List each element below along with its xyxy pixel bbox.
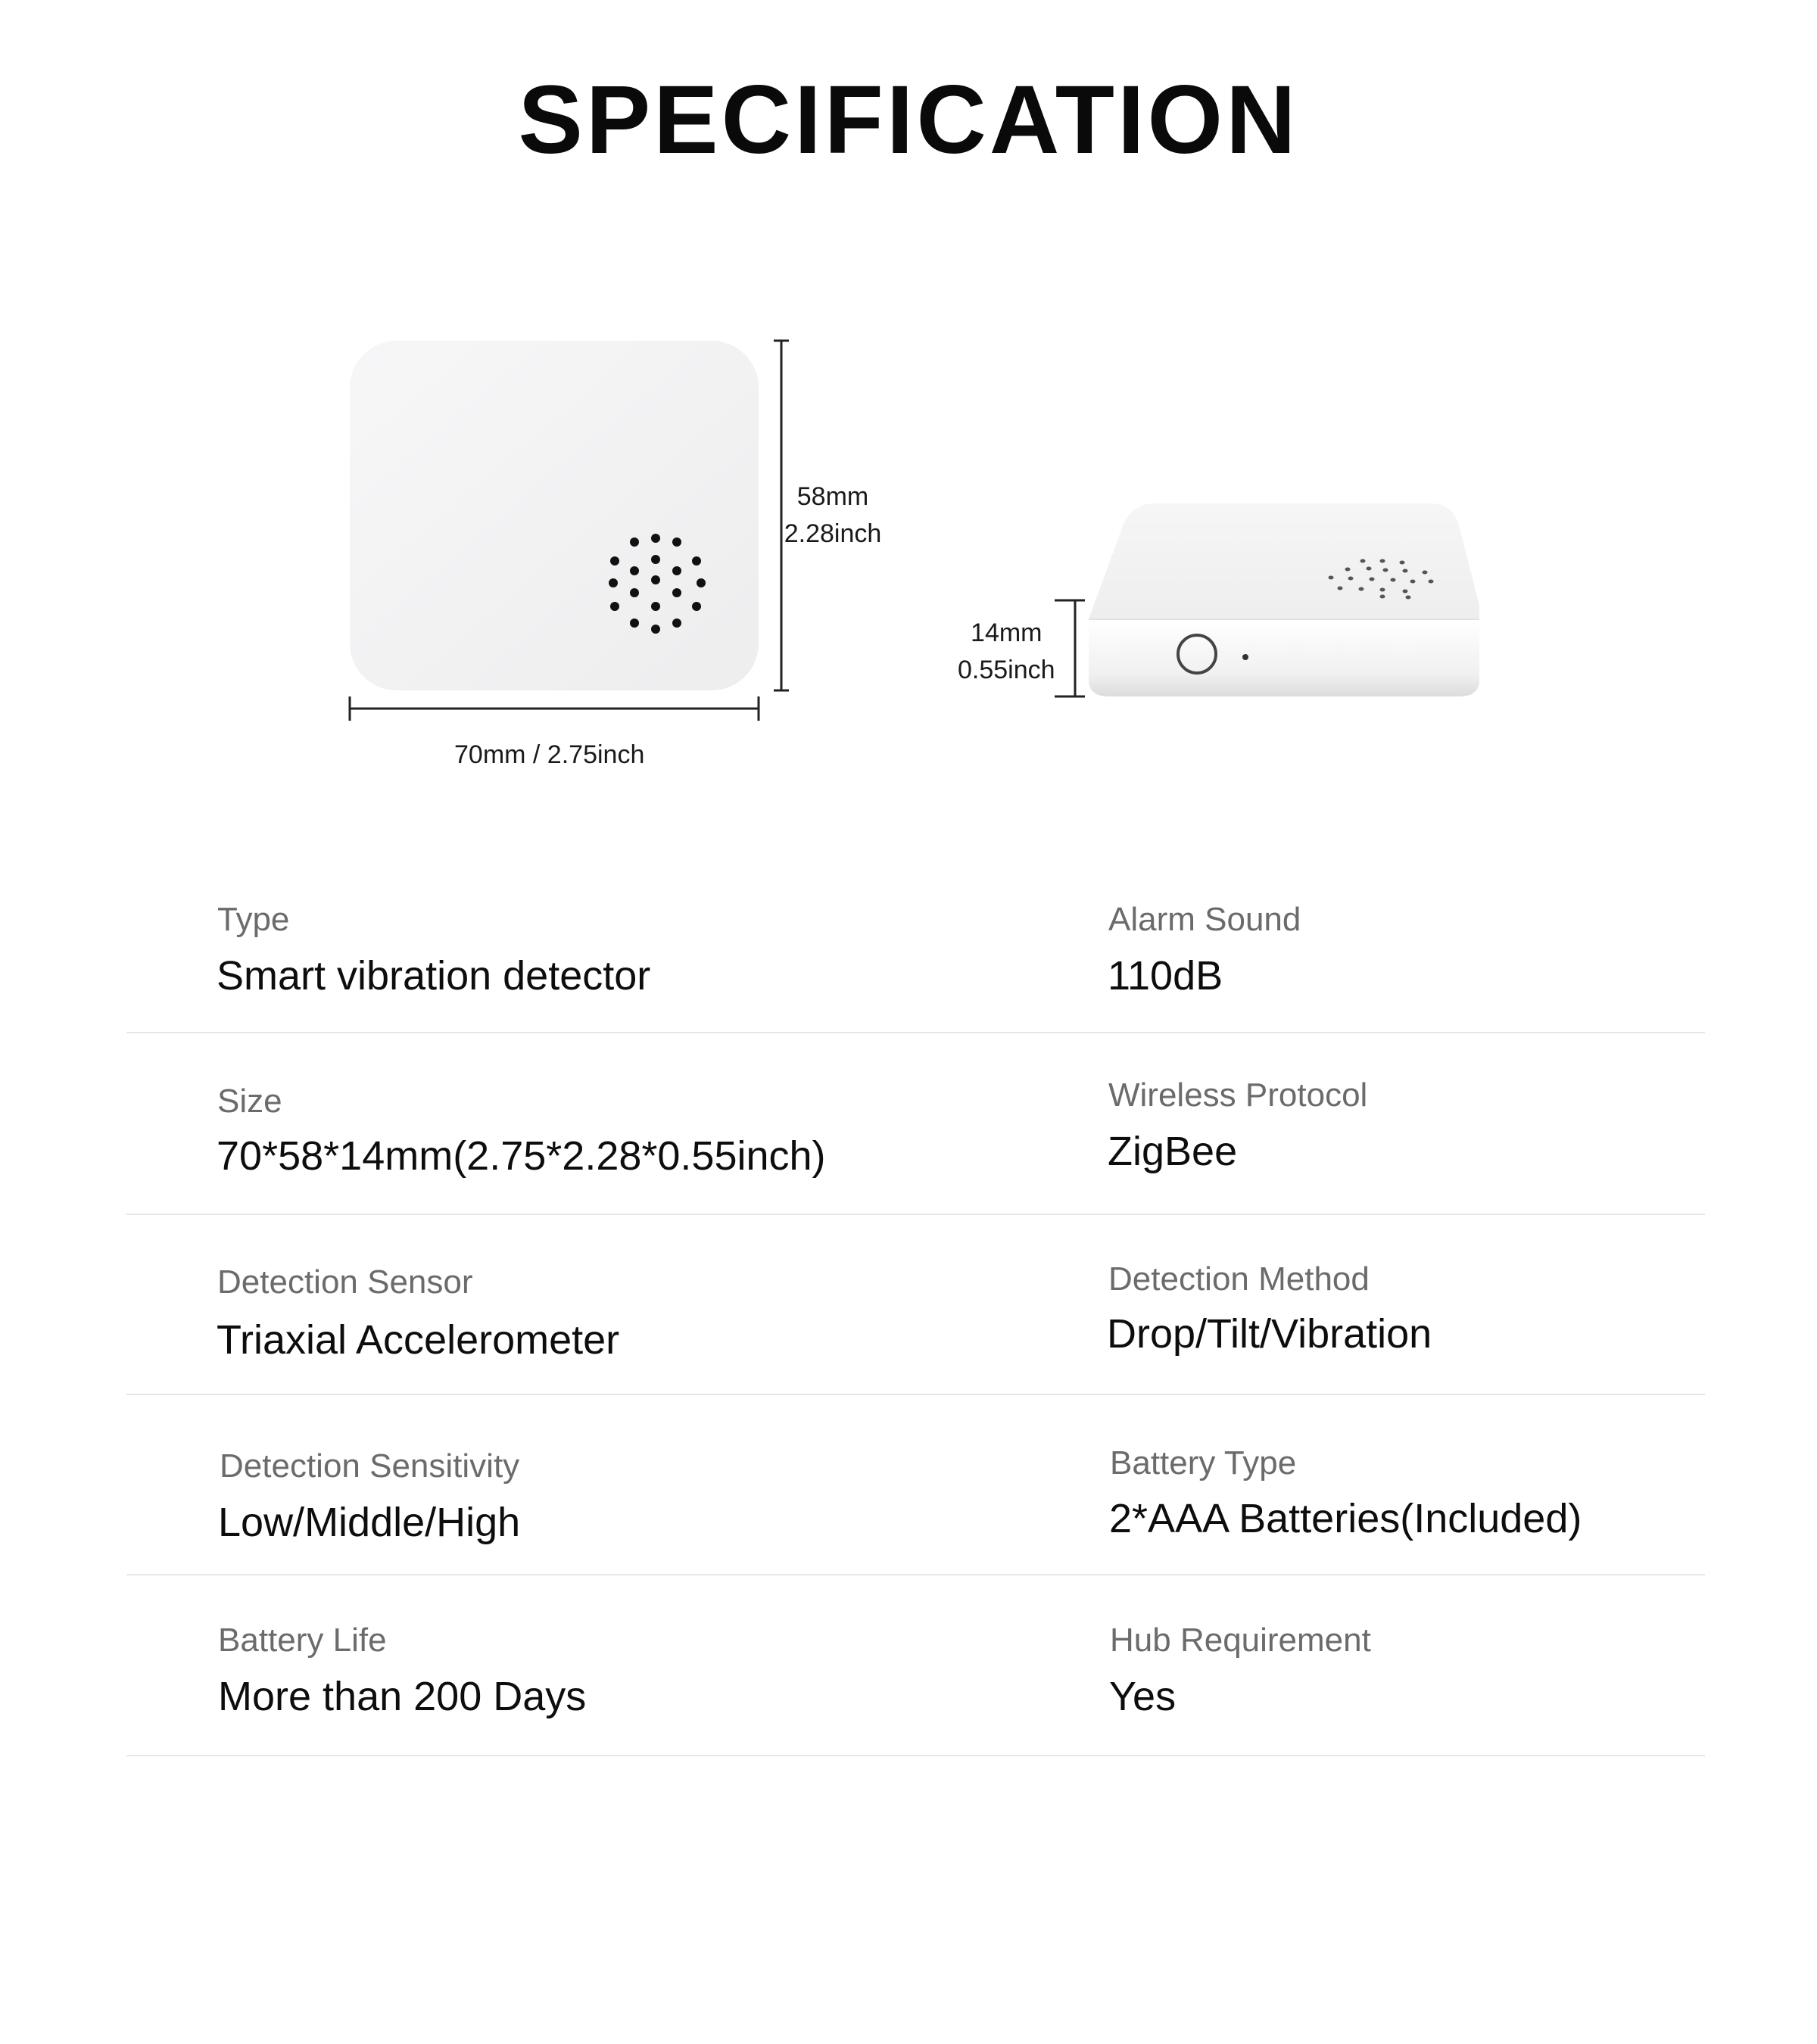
- spec-value-battery-type: 2*AAA Batteries(Included): [1109, 1496, 1582, 1541]
- height-inch: 2.28inch: [784, 519, 882, 549]
- spec-label-hub-requirement: Hub Requirement: [1110, 1622, 1371, 1659]
- depth-mm: 14mm: [971, 618, 1043, 647]
- spec-label-battery-type: Battery Type: [1110, 1444, 1297, 1482]
- led-indicator-icon: [1242, 654, 1248, 660]
- depth-label: [958, 615, 1055, 690]
- height-mm: 58mm: [796, 482, 869, 511]
- spec-value-detection-sensitivity: Low/Middle/High: [218, 1500, 521, 1545]
- spec-value-alarm-sound: 110dB: [1108, 953, 1223, 999]
- spec-value-wireless-protocol: ZigBee: [1108, 1129, 1238, 1174]
- spec-value-hub-requirement: Yes: [1109, 1674, 1177, 1719]
- page-title: SPECIFICATION: [518, 66, 1299, 174]
- spec-value-battery-life: More than 200 Days: [218, 1674, 587, 1719]
- row-divider: [126, 1032, 1705, 1033]
- spec-label-wireless-protocol: Wireless Protocol: [1108, 1077, 1368, 1114]
- depth-inch: 0.55inch: [958, 656, 1055, 685]
- spec-label-type: Type: [217, 901, 290, 938]
- spec-value-size: 70*58*14mm(2.75*2.28*0.55inch): [217, 1133, 826, 1179]
- width-dimension-line: [350, 696, 759, 721]
- spec-label-detection-method: Detection Method: [1108, 1260, 1370, 1298]
- row-divider: [126, 1214, 1705, 1215]
- width-label: 70mm / 2.75inch: [454, 740, 645, 769]
- spec-label-detection-sensitivity: Detection Sensitivity: [220, 1447, 520, 1485]
- device-side-view: [1089, 503, 1479, 696]
- product-diagram: [0, 0, 1817, 833]
- spec-label-battery-life: Battery Life: [218, 1622, 387, 1659]
- spec-label-detection-sensor: Detection Sensor: [217, 1263, 473, 1301]
- spec-label-size: Size: [217, 1083, 282, 1120]
- device-front-view: [350, 341, 759, 690]
- spec-value-detection-method: Drop/Tilt/Vibration: [1107, 1311, 1432, 1357]
- spec-value-detection-sensor: Triaxial Accelerometer: [217, 1317, 620, 1363]
- row-divider: [126, 1755, 1705, 1756]
- row-divider: [126, 1394, 1705, 1395]
- depth-dimension-line: [1055, 600, 1085, 696]
- row-divider: [126, 1574, 1705, 1575]
- spec-value-type: Smart vibration detector: [217, 953, 651, 999]
- height-label: [780, 478, 886, 553]
- spec-label-alarm-sound: Alarm Sound: [1108, 901, 1301, 938]
